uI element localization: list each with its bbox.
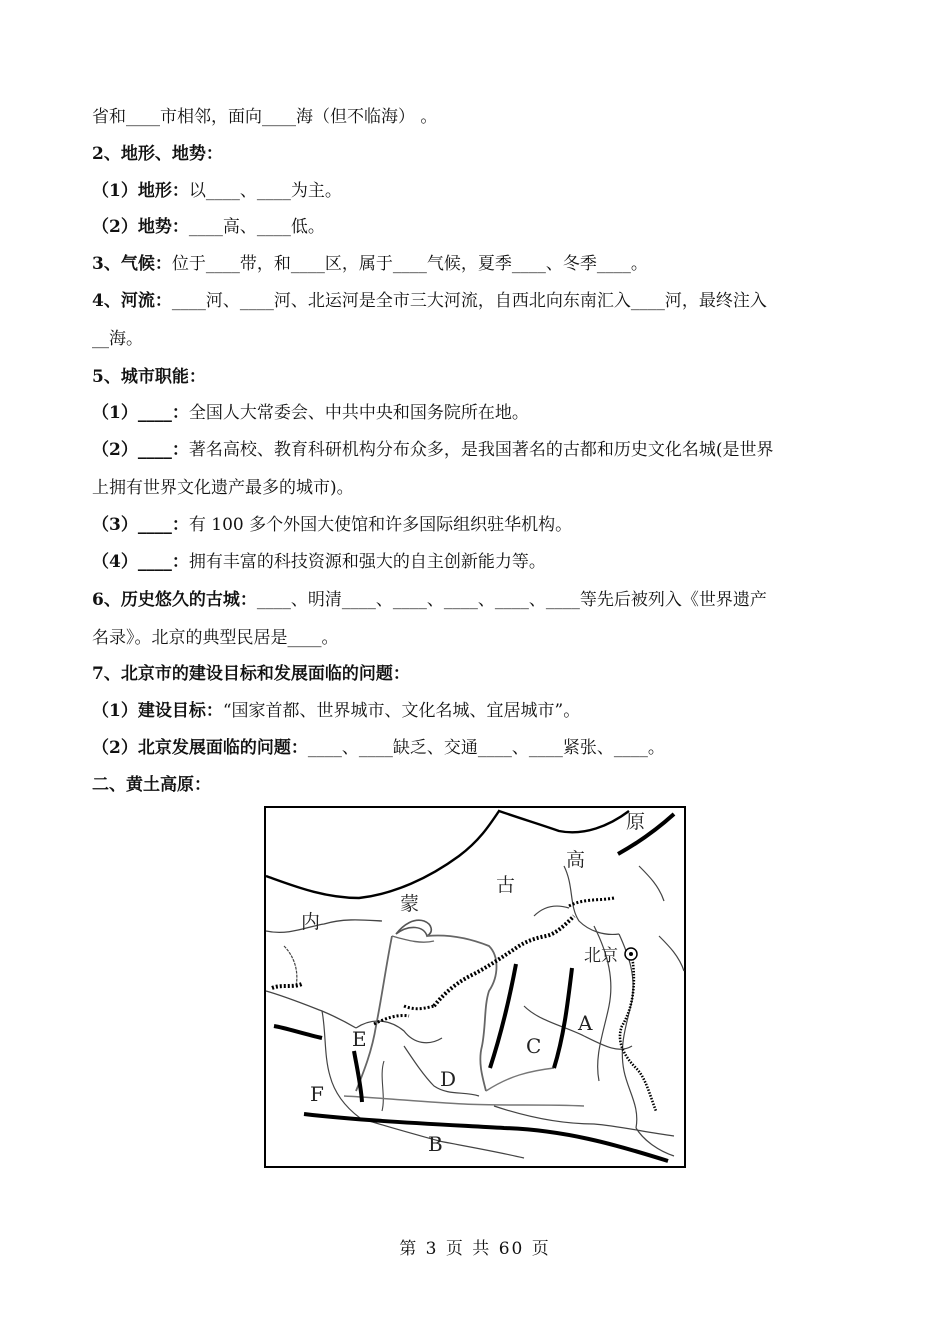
map-label-b: B [428,1132,443,1156]
text-line: （1）____：全国人大常委会、中共中央和国务院所在地。 [92,403,529,423]
map-label-e: E [352,1027,367,1051]
text-line: （2）北京发展面临的问题：____、____缺乏、交通____、____紧张、____。 [92,738,665,758]
text-line: 名录》。北京的典型民居是____。 [92,628,339,648]
text-line-heritage: 6、历史悠久的古城：____、明清____、____、____、____、____等先后被列入《世界遗产 [92,590,767,610]
section-heading-goals: 7、北京市的建设目标和发展面临的问题： [92,664,410,684]
map-label-a: A [578,1011,593,1035]
text-line: 上拥有世界文化遗产最多的城市)。 [92,478,354,498]
map-label: 古 [496,874,516,896]
page-footer: 第 3 页 共 60 页 [399,1239,551,1259]
text-line: （1）建设目标：“国家首都、世界城市、文化名城、宜居城市”。 [92,701,581,721]
text-line: （2）____：著名高校、教育科研机构分布众多，是我国著名的古都和历史文化名城(是世界 [92,440,774,460]
map-label-d: D [440,1067,457,1091]
map-label: 原 [626,811,646,833]
map-label: 高 [566,849,586,871]
text-line: （1）地形：以____、____为主。 [92,181,342,201]
text-line-climate: 3、气候：位于____带，和____区，属于____气候，夏季____、冬季____。 [92,254,648,274]
text-line: （2）地势：____高、____低。 [92,217,325,237]
loess-plateau-map [264,806,686,1168]
text-line: （4）____：拥有丰富的科技资源和强大的自主创新能力等。 [92,552,546,572]
map-label: 内 [301,911,321,933]
map-label-f: F [310,1082,324,1106]
text-line: __海。 [92,329,143,349]
map-label-beijing: 北京 [584,946,618,966]
map-label: 蒙 [400,893,420,915]
text-line: （3）____：有 100 多个外国大使馆和许多国际组织驻华机构。 [92,515,573,535]
text-line-rivers: 4、河流：____河、____河、北运河是全市三大河流，自西北向东南汇入____河，最终注入 [92,291,767,311]
section-heading-functions: 5、城市职能： [92,367,206,387]
section-heading-terrain: 2、地形、地势： [92,144,223,164]
section-heading-loess-plateau: 二、黄土高原： [92,775,211,795]
text-line: 省和____市相邻，面向____海（但不临海） 。 [92,107,438,127]
map-label-c: C [526,1034,542,1058]
